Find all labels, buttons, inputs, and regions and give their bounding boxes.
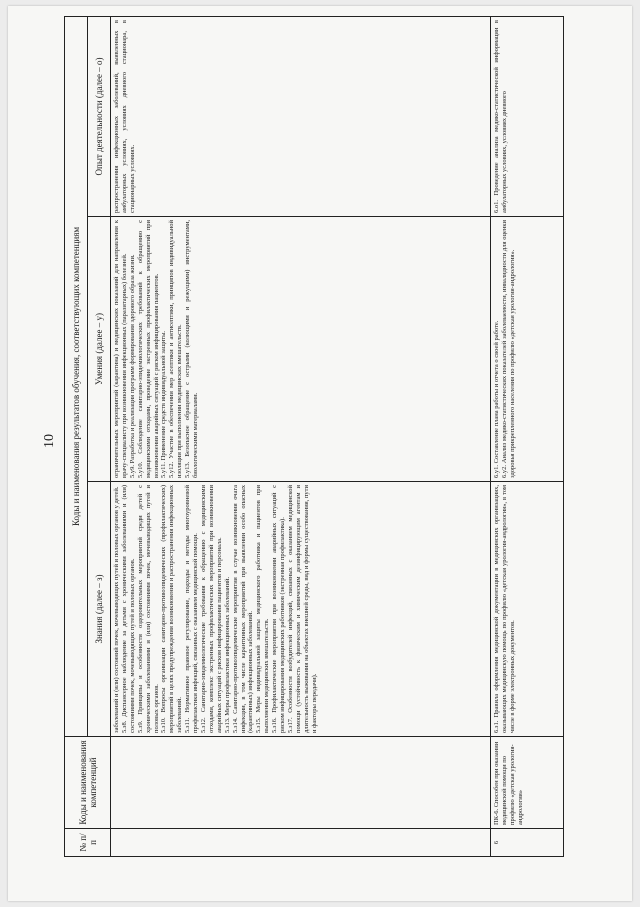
- experience-cell: [111, 17, 491, 217]
- knowledge-item: 5.з8. Диспансерное наблюдение за детьми с хроническими заболеваниями и (или) состояниями почек, мочевыводящих путей и половых органов.: [120, 485, 136, 733]
- knowledge-item: 5.з13. Меры профилактики инфекционных заболеваний.: [223, 576, 231, 733]
- header-group: Коды и наименования результатов обучения, соответствующих компетенциям: [65, 17, 88, 737]
- knowledge-item: 5.з11. Нормативное правовое регулирование, подходы и методы многоуровневой профилактики инфекций, связанных с оказанием медицинской помощи.: [184, 485, 200, 733]
- skills-cell: [491, 217, 564, 482]
- competence-cell: ПК-6. Способен при оказании медицинской помощи по профилю «детская урология-андрология»: [491, 737, 564, 829]
- table-row: [111, 17, 491, 857]
- row-number: [111, 829, 491, 857]
- page-number: 10: [42, 434, 57, 448]
- skill-item: 6.у2. Анализ медико-статистических показателей заболеваемости, инвалидности для оценки здоровья прикрепленного населения по профилю «детская урология-андрология».: [500, 220, 516, 478]
- knowledge-item: 5.з17. Особенности возбудителей инфекций, связанных с оказанием медицинской помощи (устойчивость к физическим и химическим дезинфицирующим агентам и длительность выживания на объектах внешней среды, вид и формы существования, пути и факторы передачи).: [286, 485, 318, 733]
- experience-cell: [491, 17, 564, 217]
- experience-item: 6.о1. Проведение анализа медико-статистической информации в амбулаторных условиях, условиях дневного: [493, 20, 508, 213]
- knowledge-cell: [111, 482, 491, 737]
- header-experience: Опыт деятельности (далее – о): [88, 17, 111, 217]
- knowledge-item: 5.з14. Санитарно-противоэпидемические мероприятия в случае возникновения очага инфекции, в том числе карантинных мероприятий при выявлении особо опасных (карантинных) инфекционных заболеваний.: [231, 485, 255, 733]
- competence-cell: [111, 737, 491, 829]
- header-num: № п/п: [65, 829, 111, 857]
- knowledge-item: заболеваний и (или) состояний почек, мочевыводящих путей и половых органов у детей.: [113, 486, 120, 733]
- skill-item: 5.у13. Безопасное обращение с острыми (колющими и режущими) инструментами, биологическими материалами.: [184, 220, 200, 478]
- knowledge-item: 5.з15. Меры индивидуальной защиты медицинского работника и пациентов при выполнении медицинских вмешательств.: [255, 485, 271, 733]
- skill-item: 5.у10. Соблюдение санитарно-эпидемиологических требований к обращению с медицинскими отходами, проведение экстренных профилактических мероприятий при возникновении аварийных ситуаций с риском инфицирования пациентов.: [136, 220, 160, 478]
- knowledge-cell: [491, 482, 564, 737]
- rotated-table-wrapper: [64, 17, 564, 857]
- header-codes: Коды и наименования компетенций: [65, 737, 111, 829]
- knowledge-item: 5.з12. Санитарно-эпидемиологические требования к обращению с медицинскими отходами, комплекс экстренных профилактических мероприятий при возникновении аварийных ситуаций с риском инфицирования пациентов и персонала.: [199, 485, 223, 733]
- header-skills: Умения (далее – у): [88, 217, 111, 482]
- experience-item: распространения инфекционных заболеваний, выявленных в амбулаторных условиях, условиях дневного стационара, в стационарных условиях.: [113, 20, 136, 213]
- skill-item: 5.у9. Разработка и реализация программ формирования здорового образа жизни.: [128, 254, 136, 478]
- knowledge-item: 5.з9. Принципы и особенности оздоровительных мероприятий среди детей с хроническими заболеваниями и (или) состояниями почек, мочевыводящих путей и половых органов.: [136, 485, 160, 733]
- table-row: [491, 17, 564, 857]
- skills-cell: [111, 217, 491, 482]
- skill-item: 5.у12. Участие в обеспечении мер асептики и антисептики, принципов индивидуальной изоляции при выполнении медицинских вмешательств.: [168, 220, 184, 478]
- knowledge-item: 5.з10. Вопросы организации санитарно-противоэпидемических (профилактических) мероприятий в целях предупреждения возникновения и распространения инфекционных заболеваний.: [160, 485, 184, 733]
- skill-item: 6.у1. Составление плана работы и отчета о своей работе.: [493, 320, 500, 478]
- row-number: 6: [491, 829, 564, 857]
- skill-item: ограничительных мероприятий (карантина) и медицинских показаний для направления к врачу-специалисту при возникновении инфекционных (паразитарных) болезней.: [113, 220, 128, 478]
- skill-item: 5.у11. Применение средств индивидуальной защиты.: [160, 330, 168, 478]
- knowledge-item: 5.з16. Профилактические мероприятия при возникновении аварийных ситуаций с риском инфицирования медицинских работников (экстренная профилактика).: [271, 485, 287, 733]
- competence-table: [64, 16, 564, 857]
- knowledge-item: 6.з1. Правила оформления медицинской документации в медицинских организациях, оказывающих медицинскую помощь по профилю «детская урология-андрология», в том числе в форме электронных документов.: [493, 485, 516, 733]
- header-knowledge: Знания (далее – з): [88, 482, 111, 737]
